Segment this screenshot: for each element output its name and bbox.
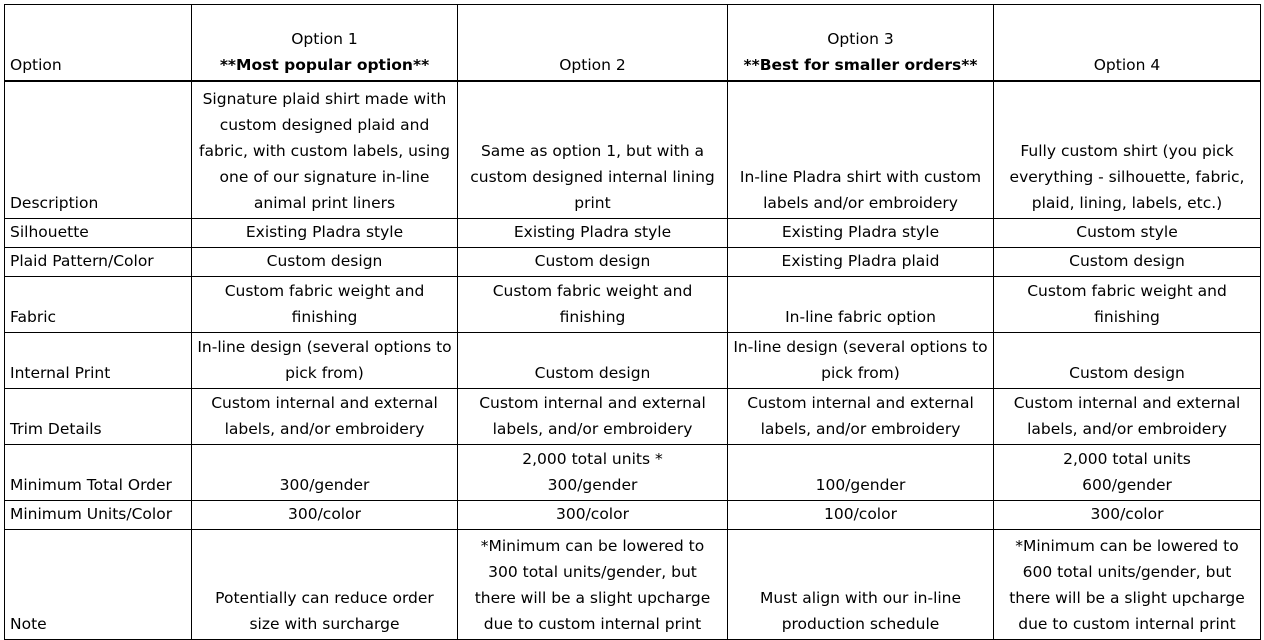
cell-text: Must align with our in-line production schedule (759, 589, 962, 633)
cell-internal-print-option-1 (192, 333, 458, 389)
header-row (5, 5, 1261, 81)
cell-min-units-option-3: 100/color (728, 501, 994, 530)
option-1-subtitle: **Most popular option** (219, 55, 430, 74)
row-label-minimum-units-color: Minimum Units/Color (5, 501, 192, 530)
row-label-minimum-total-order: Minimum Total Order (5, 445, 192, 501)
row-minimum-units-color (5, 501, 1261, 530)
cell-min-units-option-1: 300/color (192, 501, 458, 530)
header-option-2 (458, 5, 728, 81)
cell-plaid-option-1: Custom design (192, 248, 458, 277)
cell-text: 2,000 total units * 300/gender (522, 450, 663, 494)
cell-text: Custom internal and external labels, and/or embroidery (747, 394, 974, 438)
cell-text: Custom design (1069, 364, 1185, 382)
cell-text: Custom fabric weight and finishing (1027, 282, 1227, 326)
header-option-4 (994, 5, 1261, 81)
cell-text: In-line design (several options to pick from) (733, 338, 988, 382)
cell-text: In-line fabric option (785, 308, 936, 326)
cell-min-total-option-1 (192, 445, 458, 501)
cell-fabric-option-4 (994, 277, 1261, 333)
cell-internal-print-option-4 (994, 333, 1261, 389)
cell-silhouette-option-1: Existing Pladra style (192, 219, 458, 248)
row-description (5, 81, 1261, 219)
cell-fabric-option-1 (192, 277, 458, 333)
row-note (5, 530, 1261, 640)
cell-min-total-option-3 (728, 445, 994, 501)
cell-text: Same as option 1, but with a custom designed internal lining print (470, 142, 715, 212)
cell-text: Custom internal and external labels, and/or embroidery (1013, 394, 1241, 438)
cell-silhouette-option-2: Existing Pladra style (458, 219, 728, 248)
cell-trim-option-1 (192, 389, 458, 445)
cell-text: 300/gender (279, 476, 370, 494)
option-3-subtitle: **Best for smaller orders** (743, 55, 978, 74)
option-4-title: Option 4 (1093, 55, 1161, 74)
row-label-silhouette: Silhouette (5, 219, 192, 248)
row-label-note: Note (5, 530, 192, 640)
cell-text: In-line Pladra shirt with custom labels and/or embroidery (739, 168, 982, 212)
cell-trim-option-2 (458, 389, 728, 445)
cell-note-option-3 (728, 530, 994, 640)
option-3-title: Option 3 (827, 29, 894, 48)
cell-text: Custom internal and external labels, and/or embroidery (211, 394, 438, 438)
cell-note-option-2 (458, 530, 728, 640)
row-label-fabric: Fabric (5, 277, 192, 333)
option-2-title: Option 2 (559, 55, 626, 74)
cell-internal-print-option-3 (728, 333, 994, 389)
cell-silhouette-option-3: Existing Pladra style (728, 219, 994, 248)
row-plaid-pattern-color (5, 248, 1261, 277)
cell-text: Custom design (534, 364, 651, 382)
cell-text: Custom fabric weight and finishing (492, 282, 693, 326)
cell-text: *Minimum can be lowered to 600 total units/gender, but there will be a slight upcharge due to custom internal print (1009, 537, 1245, 633)
header-option-1 (192, 5, 458, 81)
cell-min-units-option-4: 300/color (994, 501, 1261, 530)
cell-text: Custom internal and external labels, and/or embroidery (479, 394, 706, 438)
cell-note-option-1 (192, 530, 458, 640)
header-option-label: Option (5, 5, 192, 81)
row-label-internal-print: Internal Print (5, 333, 192, 389)
row-silhouette (5, 219, 1261, 248)
cell-plaid-option-3: Existing Pladra plaid (728, 248, 994, 277)
cell-text: Potentially can reduce order size with surcharge (215, 589, 434, 633)
row-label-trim-details: Trim Details (5, 389, 192, 445)
row-minimum-total-order (5, 445, 1261, 501)
cell-note-option-4 (994, 530, 1261, 640)
cell-text: In-line design (several options to pick from) (197, 338, 452, 382)
cell-description-option-3 (728, 81, 994, 219)
cell-min-total-option-2 (458, 445, 728, 501)
cell-text: Custom fabric weight and finishing (224, 282, 425, 326)
row-label-plaid-pattern-color: Plaid Pattern/Color (5, 248, 192, 277)
cell-description-option-2 (458, 81, 728, 219)
cell-plaid-option-2: Custom design (458, 248, 728, 277)
row-label-description: Description (5, 81, 192, 219)
cell-trim-option-3 (728, 389, 994, 445)
row-fabric (5, 277, 1261, 333)
cell-text: 100/gender (815, 476, 906, 494)
cell-description-option-1 (192, 81, 458, 219)
row-trim-details (5, 389, 1261, 445)
row-internal-print (5, 333, 1261, 389)
cell-text: 2,000 total units 600/gender (1063, 450, 1191, 494)
cell-internal-print-option-2 (458, 333, 728, 389)
cell-text: Signature plaid shirt made with custom designed plaid and fabric, with custom labels, using one of our signature in-line animal print liners (199, 90, 450, 212)
cell-min-units-option-2: 300/color (458, 501, 728, 530)
cell-text: *Minimum can be lowered to 300 total units/gender, but there will be a slight upcharge due to custom internal print (474, 537, 711, 633)
cell-trim-option-4 (994, 389, 1261, 445)
cell-silhouette-option-4: Custom style (994, 219, 1261, 248)
option-1-title: Option 1 (291, 29, 358, 48)
cell-plaid-option-4: Custom design (994, 248, 1261, 277)
cell-min-total-option-4 (994, 445, 1261, 501)
cell-fabric-option-3 (728, 277, 994, 333)
cell-description-option-4 (994, 81, 1261, 219)
header-option-3 (728, 5, 994, 81)
cell-fabric-option-2 (458, 277, 728, 333)
options-comparison-table (4, 4, 1261, 640)
cell-text: Fully custom shirt (you pick everything - silhouette, fabric, plaid, lining, labels, etc.) (1009, 142, 1245, 212)
